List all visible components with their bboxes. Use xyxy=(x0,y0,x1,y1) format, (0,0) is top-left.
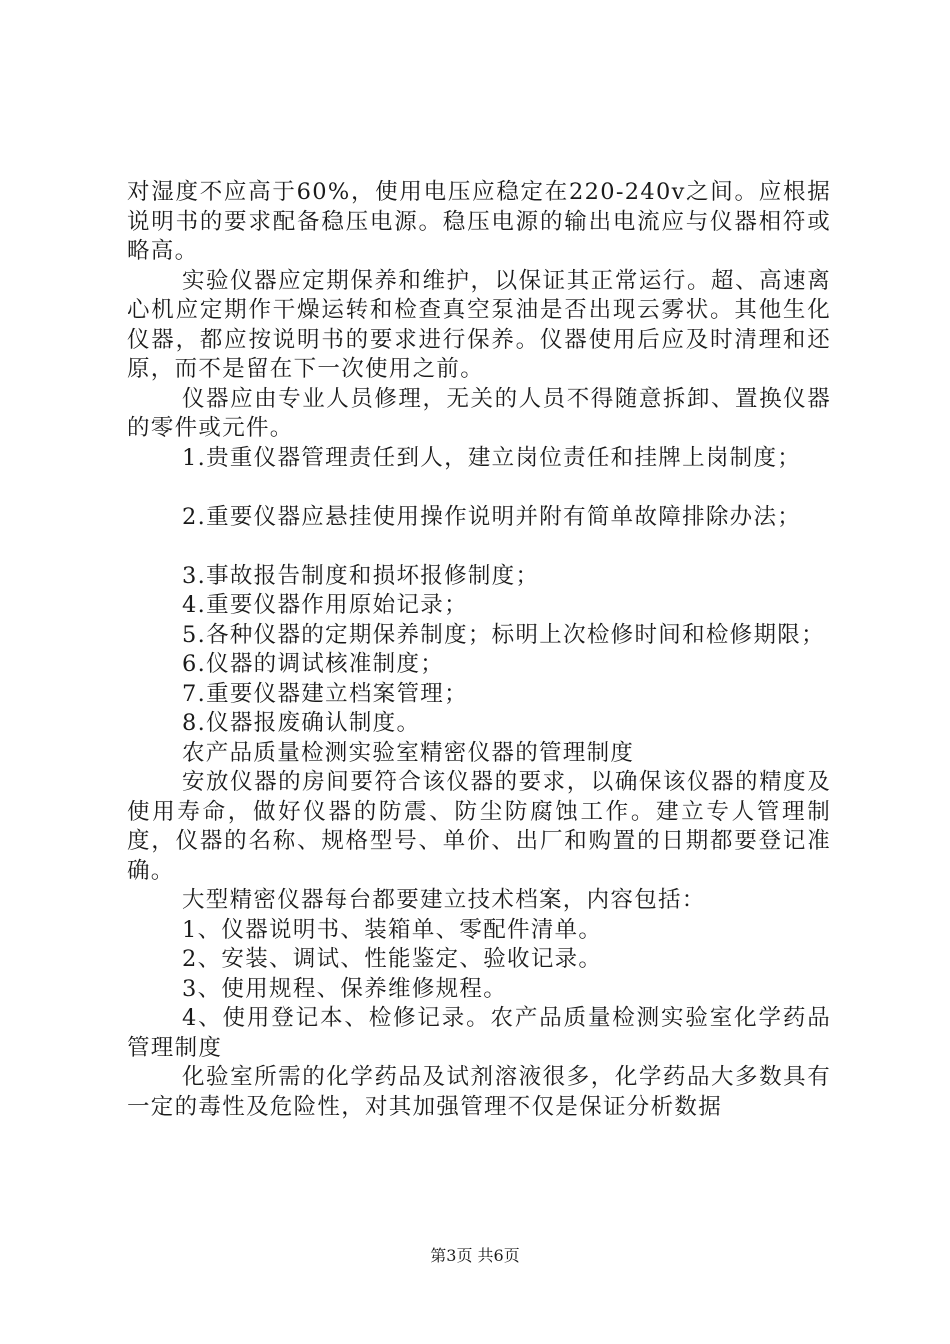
paragraph: 7.重要仪器建立档案管理； xyxy=(182,680,468,707)
paragraph: 4.重要仪器作用原始记录； xyxy=(182,592,468,618)
paragraph: 仪器应由专业人员修理，无关的人员不得随意拆卸、置换仪器的零件或元件。 xyxy=(127,385,831,441)
paragraph: 5.各种仪器的定期保养制度；标明上次检修时间和检修期限； xyxy=(182,621,825,648)
paragraph: 大型精密仪器每台都要建立技术档案，内容包括： xyxy=(182,887,706,913)
paragraph: 安放仪器的房间要符合该仪器的要求，以确保该仪器的精度及使用寿命，做好仪器的防震、防尘防腐蚀工作。建立专人管理制度，仪器的名称、规格型号、单价、出厂和购置的日期都要登记准确。 xyxy=(127,769,831,884)
paragraph: 对湿度不应高于60%，使用电压应稳定在220-240v之间。应根据说明书的要求配备稳压电源。稳压电源的输出电流应与仪器相符或略高。 xyxy=(127,179,831,264)
document-body xyxy=(127,178,831,1122)
paragraph: 2.重要仪器应悬挂使用操作说明并附有简单故障排除办法； xyxy=(182,503,802,530)
paragraph: 8.仪器报废确认制度。 xyxy=(182,710,421,736)
paragraph: 3.事故报告制度和损坏报修制度； xyxy=(182,562,540,589)
paragraph: 2、安装、调试、性能鉴定、验收记录。 xyxy=(182,946,603,972)
paragraph: 1、仪器说明书、装箱单、零配件清单。 xyxy=(182,916,603,943)
paragraph: 农产品质量检测实验室精密仪器的管理制度 xyxy=(182,739,635,766)
paragraph: 1.贵重仪器管理责任到人，建立岗位责任和挂牌上岗制度； xyxy=(182,444,802,471)
paragraph: 3、使用规程、保养维修规程。 xyxy=(182,975,508,1002)
paragraph: 化验室所需的化学药品及试剂溶液很多，化学药品大多数具有一定的毒性及危险性，对其加强管理不仅是保证分析数据 xyxy=(127,1064,831,1120)
page-footer: 第3页 共6页 xyxy=(430,1246,520,1265)
paragraph: 实验仪器应定期保养和维护，以保证其正常运行。超、高速离心机应定期作干燥运转和检查真空泵油是否出现云雾状。其他生化仪器，都应按说明书的要求进行保养。仪器使用后应及时清理和还原，而不是留在下一次使用之前。 xyxy=(127,267,831,382)
paragraph: 4、使用登记本、检修记录。农产品质量检测实验室化学药品管理制度 xyxy=(127,1005,831,1061)
paragraph: 6.仪器的调试核准制度； xyxy=(182,651,445,677)
